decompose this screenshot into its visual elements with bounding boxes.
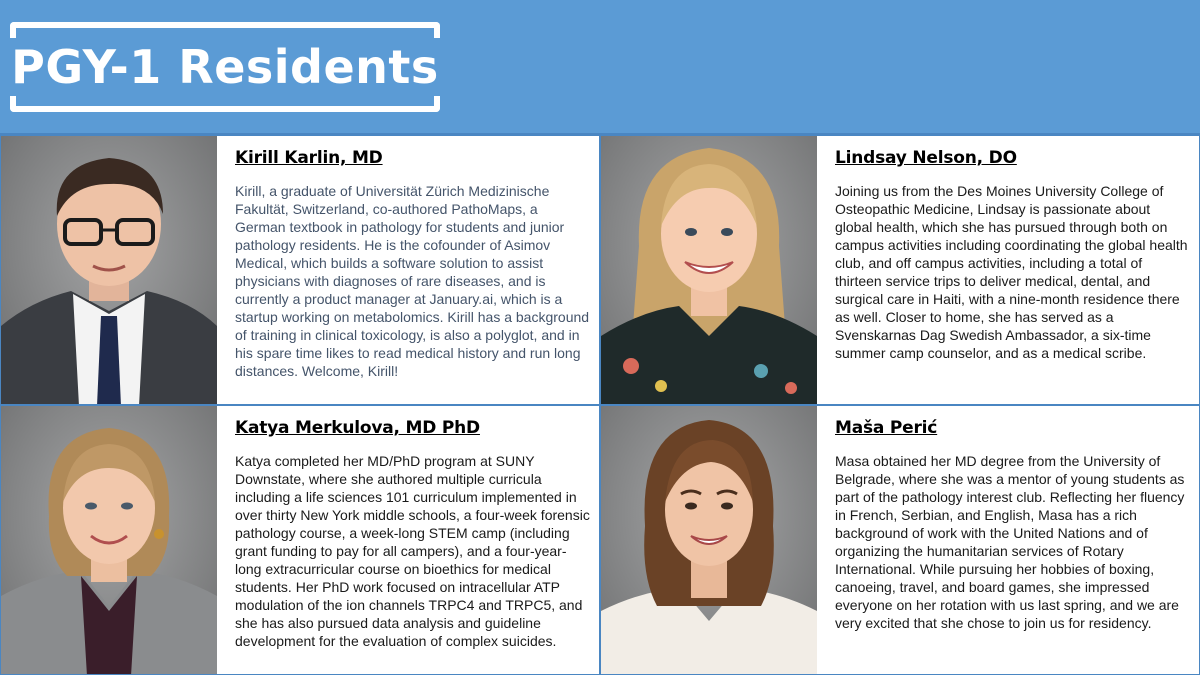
resident-info <box>823 418 1193 632</box>
resident-card-lindsay <box>600 135 1200 405</box>
resident-name: Maša Perić <box>835 418 938 438</box>
page-title: PGY-1 Residents <box>11 40 439 94</box>
resident-card-kirill <box>0 135 600 405</box>
resident-photo <box>1 406 217 675</box>
resident-bio: Katya completed her MD/PhD program at SUNY Downstate, where she authored multiple curricula including a life sciences 101 curriculum implemented in over thirty New York middle schools, a four-week forensic pathology course, a week-long STEM camp (including grant funding to pay for all campers), and a four-year-long extracurricular course on bioethics for medical students. Her PhD work focused on intracellular ATP modulation of the ion channels TRPC4 and TRPC5, and she has also pursued data analysis and guideline development for the evaluation of complex suicides. <box>235 453 590 649</box>
resident-name: Katya Merkulova, MD PhD <box>235 418 480 438</box>
resident-name: Lindsay Nelson, DO <box>835 148 1017 168</box>
title-frame <box>10 22 440 112</box>
resident-photo <box>601 136 817 405</box>
resident-photo <box>601 406 817 675</box>
resident-card-masa <box>600 405 1200 675</box>
resident-bio: Masa obtained her MD degree from the University of Belgrade, where she was a mentor of young students as part of the pathology interest club. Reflecting her fluency in French, Serbian, and English, Masa has a rich background of work with the United Nations and of organizing the humanitarian services of Rotary International. While pursuing her hobbies of boxing, canoeing, travel, and board games, she impressed everyone on her rotation with us last spring, and we are very excited that she chose to join us for residency. <box>835 453 1185 631</box>
resident-card-katya <box>0 405 600 675</box>
resident-photo <box>1 136 217 405</box>
resident-info <box>223 418 593 650</box>
resident-bio: Joining us from the Des Moines University College of Osteopathic Medicine, Lindsay is passionate about global health, which she has pursued through both on campus activities including coordinating the global health club, and off campus activities, including a total of thirteen service trips to deliver medical, dental, and surgical care in Haiti, with a nine-month residence there as well. Closer to home, she has served as a Svenskarnas Dag Swedish Ambassador, a six-time summer camp counselor, and as a medical scribe. <box>835 183 1188 361</box>
resident-info <box>823 148 1193 362</box>
header-banner <box>0 0 1200 135</box>
resident-name: Kirill Karlin, MD <box>235 148 383 168</box>
resident-bio: Kirill, a graduate of Universität Zürich Medizinische Fakultät, Switzerland, co-authored PathoMaps, a German textbook in pathology for students and junior pathology residents. He is the cofounder of Asimov Medical, which builds a software solution to assist physicians with diagnoses of rare diseases, and is currently a product manager at January.ai, which is a startup working on metabolomics. Kirill has a background of training in clinical toxicology, is also a polyglot, and in his spare time likes to read medical history and run long distances. Welcome, Kirill! <box>235 183 590 379</box>
resident-info <box>223 148 593 380</box>
